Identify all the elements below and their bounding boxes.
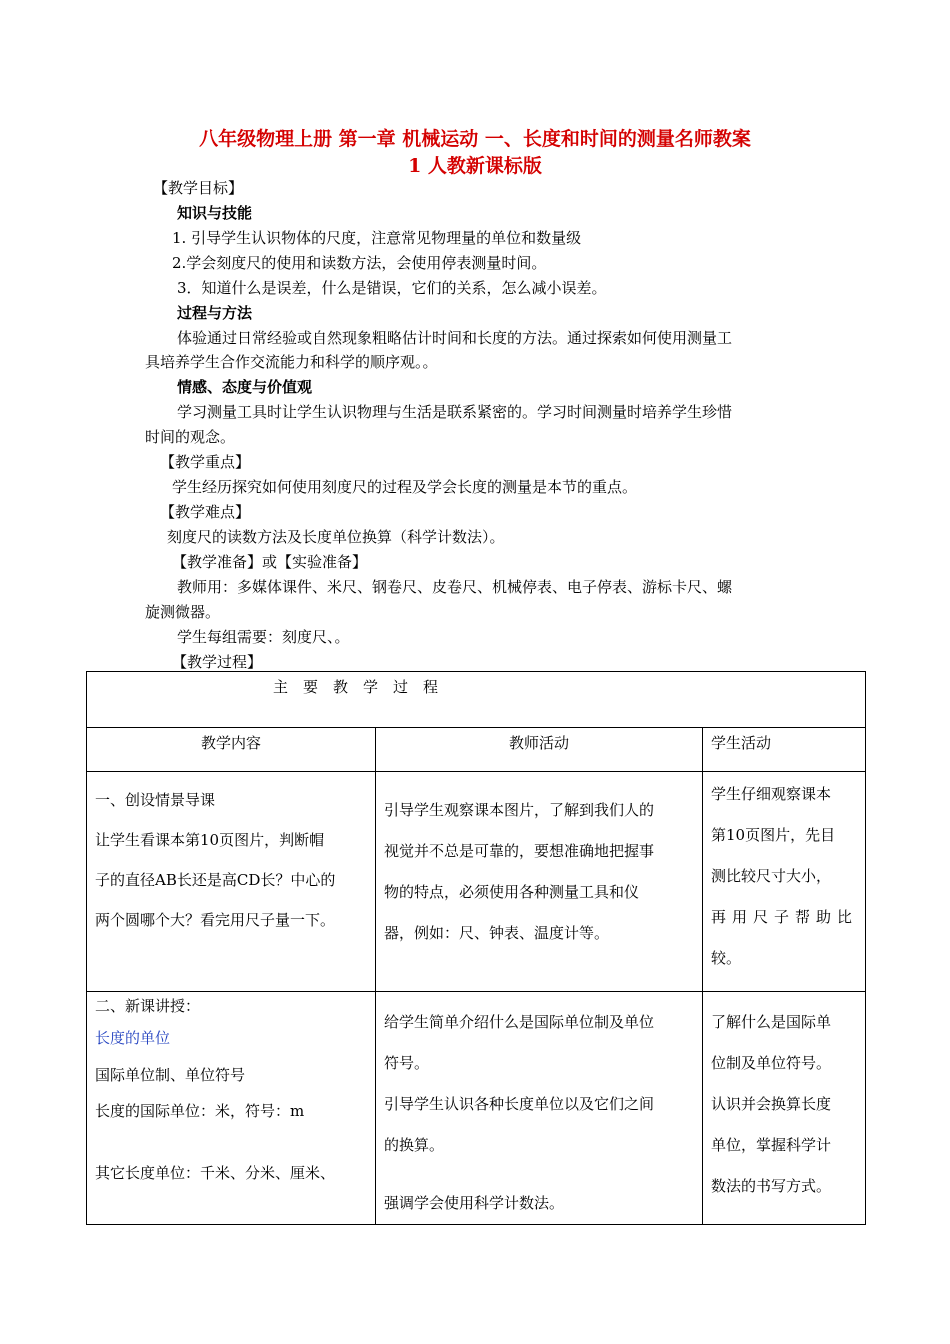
objectives-heading: 【教学目标】 [153, 179, 244, 197]
process-heading: 【教学过程】 [172, 653, 263, 671]
student-materials: 学生每组需要：刻度尺、。 [177, 628, 350, 646]
column-header-content: 教学内容 [87, 728, 376, 772]
student-line: 认识并会换算长度 [711, 1095, 832, 1113]
content-line: 让学生看课本第10页图片，判断帽 [95, 831, 325, 849]
teacher-cell [376, 992, 703, 1225]
knowledge-heading: 知识与技能 [177, 204, 253, 222]
teacher-line: 给学生简单介绍什么是国际单位制及单位 [384, 1013, 655, 1031]
teacher-line: 符号。 [384, 1054, 430, 1072]
content-heading: 二、新课讲授： [95, 997, 201, 1015]
key-points-text: 学生经历探究如何使用刻度尺的过程及学会长度的测量是本节的重点。 [172, 478, 638, 496]
column-header-student: 学生活动 [703, 728, 866, 772]
lesson-process-table [86, 671, 866, 1225]
table-row [87, 772, 866, 992]
difficulties-text: 刻度尺的读数方法及长度单位换算（科学计数法）。 [167, 528, 505, 546]
knowledge-item: 2.学会刻度尺的使用和读数方法，会使用停表测量时间。 [172, 254, 547, 272]
teacher-line: 物的特点，必须使用各种测量工具和仪 [384, 883, 640, 901]
content-line: 国际单位制、单位符号 [95, 1066, 246, 1084]
process-method-text: 体验通过日常经验或自然现象粗略估计时间和长度的方法。通过探索如何使用测量工 [177, 329, 733, 347]
teacher-line: 的换算。 [384, 1136, 445, 1154]
student-line: 第10页图片，先目 [711, 826, 836, 844]
preparation-heading: 【教学准备】或【实验准备】 [172, 553, 368, 571]
teacher-cell [376, 772, 703, 992]
teacher-line: 引导学生观察课本图片，了解到我们人的 [384, 801, 655, 819]
column-header-teacher: 教师活动 [376, 728, 703, 772]
teacher-materials: 教师用：多媒体课件、米尺、钢卷尺、皮卷尺、机械停表、电子停表、游标卡尺、螺 [177, 578, 733, 596]
difficulties-heading: 【教学难点】 [160, 503, 251, 521]
content-line: 两个圆哪个大？看完用尺子量一下。 [95, 911, 336, 929]
attitude-heading: 情感、态度与价值观 [177, 378, 313, 396]
content-line: 子的直径AB长还是高CD长？中心的 [95, 871, 336, 889]
student-cell [703, 992, 866, 1225]
student-line: 学生仔细观察课本 [711, 785, 832, 803]
attitude-text: 时间的观念。 [145, 428, 236, 446]
key-points-heading: 【教学重点】 [160, 453, 251, 471]
content-line: 其它长度单位：千米、分米、厘米、 [95, 1164, 336, 1182]
content-heading: 一、创设情景导课 [95, 791, 216, 809]
student-cell [703, 772, 866, 992]
document-title-line1: 八年级物理上册 第一章 机械运动 一、长度和时间的测量名师教案 [199, 128, 751, 150]
student-line: 了解什么是国际单 [711, 1013, 832, 1031]
document-title-line2: 1 人教新课标版 [408, 155, 542, 177]
teacher-line: 引导学生认识各种长度单位以及它们之间 [384, 1095, 655, 1113]
table-row [87, 992, 866, 1225]
student-line: 测比较尺寸大小， [711, 867, 832, 885]
student-line: 较。 [711, 949, 742, 967]
process-method-heading: 过程与方法 [177, 304, 253, 322]
content-line: 长度的国际单位：米，符号：m [95, 1102, 305, 1120]
student-line: 数法的书写方式。 [711, 1177, 832, 1195]
attitude-text: 学习测量工具时让学生认识物理与生活是联系紧密的。学习时间测量时培养学生珍惜 [177, 403, 733, 421]
knowledge-item: 3．知道什么是误差，什么是错误，它们的关系，怎么减小误差。 [177, 279, 607, 297]
table-caption: 主 要 教 学 过 程 [87, 672, 866, 728]
teacher-line: 强调学会使用科学计数法。 [384, 1194, 565, 1212]
student-line: 位制及单位符号。 [711, 1054, 832, 1072]
knowledge-item: 1. 引导学生认识物体的尺度，注意常见物理量的单位和数量级 [172, 229, 582, 247]
student-line: 单位，掌握科学计 [711, 1136, 832, 1154]
content-cell [87, 772, 376, 992]
teacher-line: 器，例如：尺、钟表、温度计等。 [384, 924, 610, 942]
length-units-link[interactable]: 长度的单位 [95, 1029, 171, 1047]
teacher-materials: 旋测微器。 [145, 603, 221, 621]
process-method-text: 具培养学生合作交流能力和科学的顺序观。。 [145, 353, 438, 371]
student-line: 再用尺子帮助比 [711, 908, 859, 926]
content-cell [87, 992, 376, 1225]
teacher-line: 视觉并不总是可靠的，要想准确地把握事 [384, 842, 655, 860]
